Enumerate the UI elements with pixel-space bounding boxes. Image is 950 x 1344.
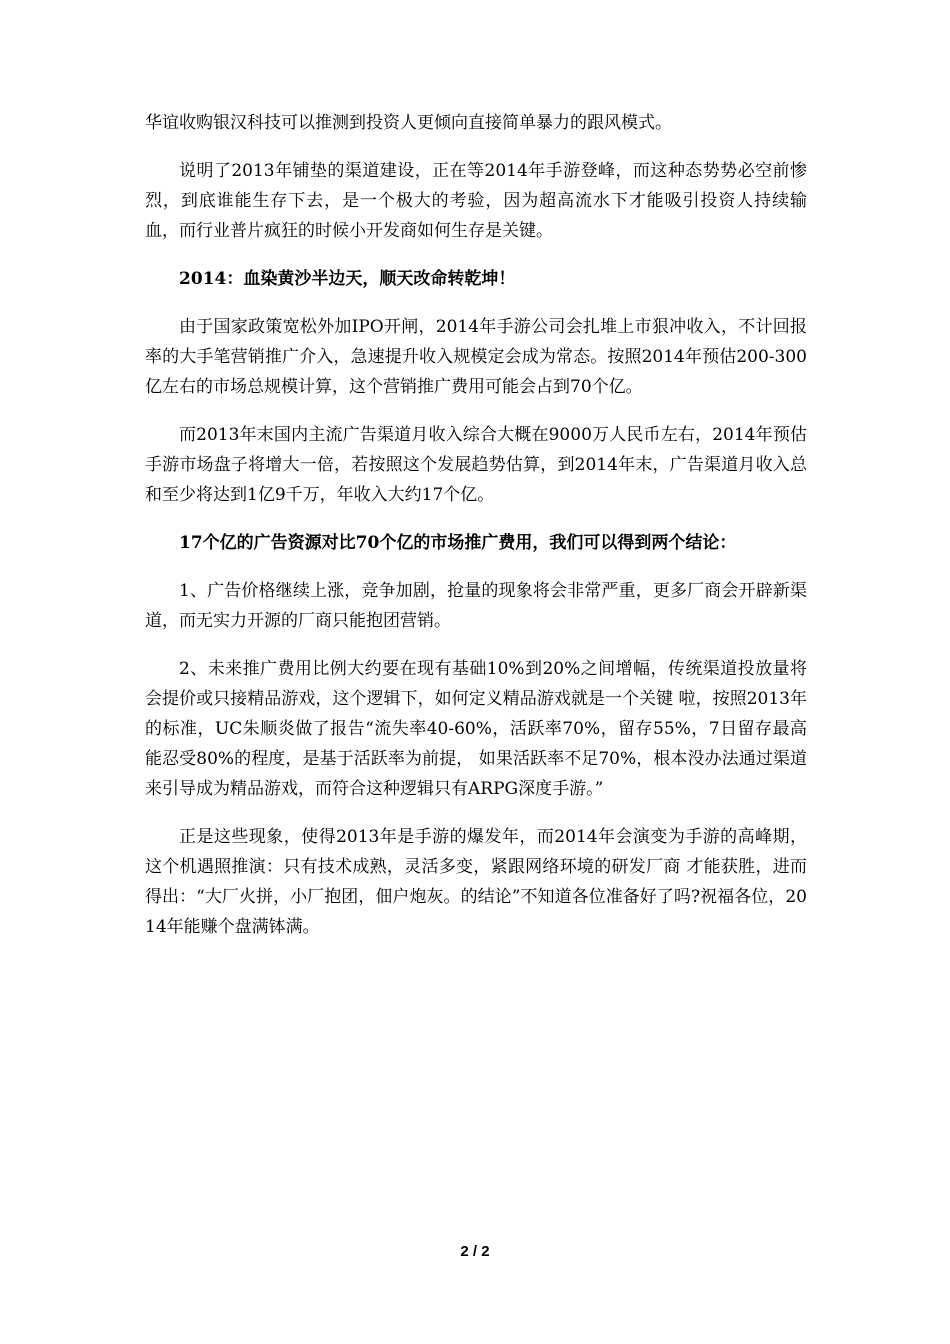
conclusion-item-2: 2、未来推广费用比例大约要在现有基础10%到20%之间增幅，传统渠道投放量将会提价或只接精品游戏，这个逻辑下，如何定义精品游戏就是一个关键 啦，按照2013年的标准，UC朱顺炎做了报告“流失率40-60%，活跃率70%，留存55%，7日留存最高能忍受80%的程度，是基于活跃率为前提， 如果活跃率不足70%，根本没办法通过渠道来引导成为精品游戏，而符合这种逻辑只有ARPG深度手游。” bbox=[145, 659, 807, 799]
paragraph-summary: 正是这些现象，使得2013年是手游的爆发年，而2014年会演变为手游的高峰期，这个机遇照推演：只有技术成熟，灵活多变，紧跟网络环境的研发厂商 才能获胜，进而得出：“大厂火拼，小厂抱团，佃户炮灰。的结论”不知道各位准备好了吗?祝福各位，2014年能赚个盘满钵满。 bbox=[145, 827, 807, 937]
paragraph-policy-ipo: 由于国家政策宽松外加IPO开闸，2014年手游公司会扎堆上市狠冲收入，不计回报率的大手笔营销推广介入，急速提升收入规模定会成为常态。按照2014年预估200-300亿左右的市场总规模计算，这个营销推广费用可能会占到70个亿。 bbox=[145, 317, 807, 397]
section-heading-conclusions: 17个亿的广告资源对比70个亿的市场推广费用，我们可以得到两个结论： bbox=[179, 533, 737, 553]
conclusion-item-1: 1、广告价格继续上涨，竞争加剧，抢量的现象将会非常严重，更多厂商会开辟新渠道，而无实力开源的厂商只能抱团营销。 bbox=[145, 581, 807, 631]
page-number: 2 / 2 bbox=[460, 1243, 490, 1260]
paragraph-ad-channel-revenue: 而2013年末国内主流广告渠道月收入综合大概在9000万人民币左右，2014年预估手游市场盘子将增大一倍，若按照这个发展趋势估算，到2014年末，广告渠道月收入总和至少将达到1亿9千万，年收入大约17个亿。 bbox=[145, 425, 807, 505]
document-body bbox=[145, 108, 807, 942]
section-heading-2014: 2014：血染黄沙半边天，顺天改命转乾坤！ bbox=[179, 269, 516, 289]
paragraph-continuation: 华谊收购银汉科技可以推测到投资人更倾向直接简单暴力的跟风模式。 bbox=[145, 113, 672, 133]
paragraph-channel-building: 说明了2013年铺垫的渠道建设，正在等2014年手游登峰，而这种态势势必空前惨烈，到底谁能生存下去，是一个极大的考验，因为超高流水下才能吸引投资人持续输血，而行业普片疯狂的时候小开发商如何生存是关键。 bbox=[145, 161, 807, 241]
